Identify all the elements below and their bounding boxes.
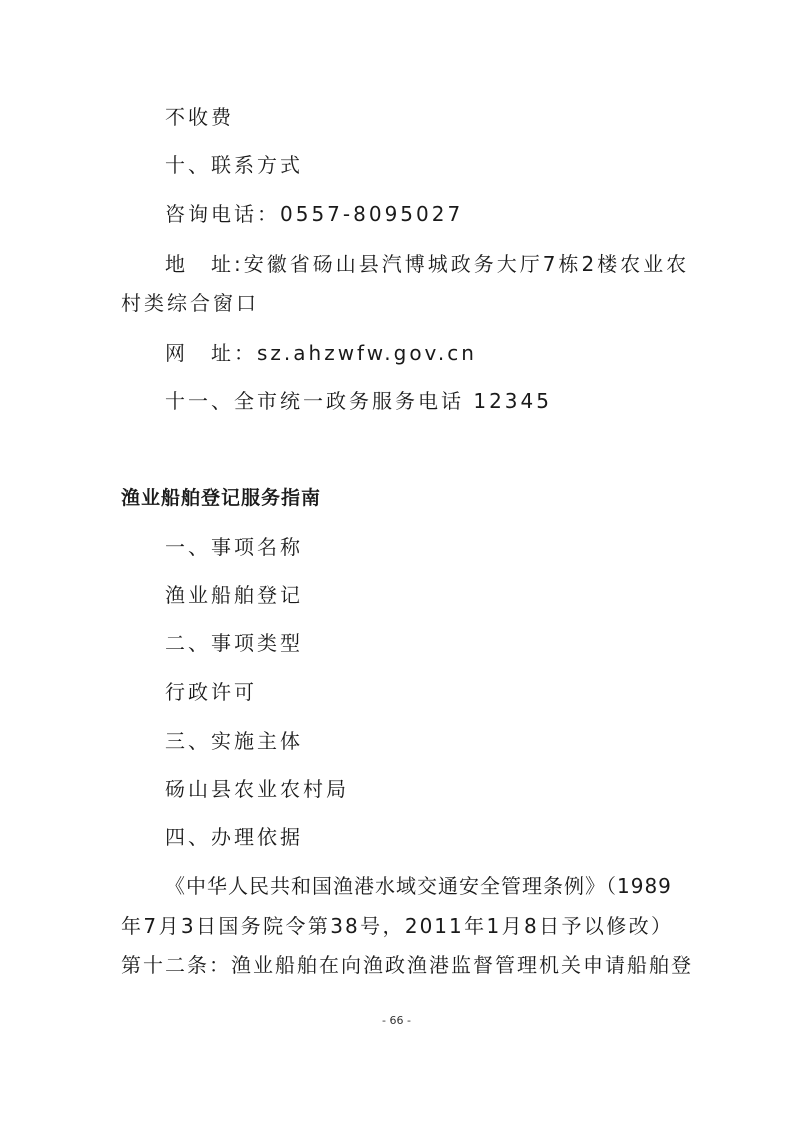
item1-heading: 一、事项名称 — [165, 535, 303, 559]
item3-value: 砀山县农业农村局 — [165, 777, 349, 801]
fee-text: 不收费 — [165, 105, 234, 129]
contact-heading: 十、联系方式 — [165, 153, 303, 177]
basis-line-1: 《中华人民共和国渔港水域交通安全管理条例》（1989 — [165, 874, 672, 898]
phone-text: 咨询电话：0557-8095027 — [165, 202, 464, 226]
item4-heading: 四、办理依据 — [165, 825, 303, 849]
address-line-2: 村类综合窗口 — [121, 291, 259, 315]
item1-value: 渔业船舶登记 — [165, 583, 303, 607]
item2-value: 行政许可 — [165, 680, 257, 704]
page-number: - 66 - — [382, 1014, 411, 1027]
item2-heading: 二、事项类型 — [165, 631, 303, 655]
basis-line-3: 第十二条：渔业船舶在向渔政渔港监督管理机关申请船舶登 — [121, 953, 693, 977]
address-line-1: 地 址:安徽省砀山县汽博城政务大厅7栋2楼农业农 — [165, 252, 690, 276]
item3-heading: 三、实施主体 — [165, 729, 303, 753]
basis-line-2: 年7月3日国务院令第38号，2011年1月8日予以修改） — [121, 914, 673, 938]
website-text: 网 址：sz.ahzwfw.gov.cn — [165, 341, 477, 365]
hotline-text: 十一、全市统一政务服务电话 12345 — [165, 389, 552, 413]
guide-title: 渔业船舶登记服务指南 — [121, 487, 322, 509]
